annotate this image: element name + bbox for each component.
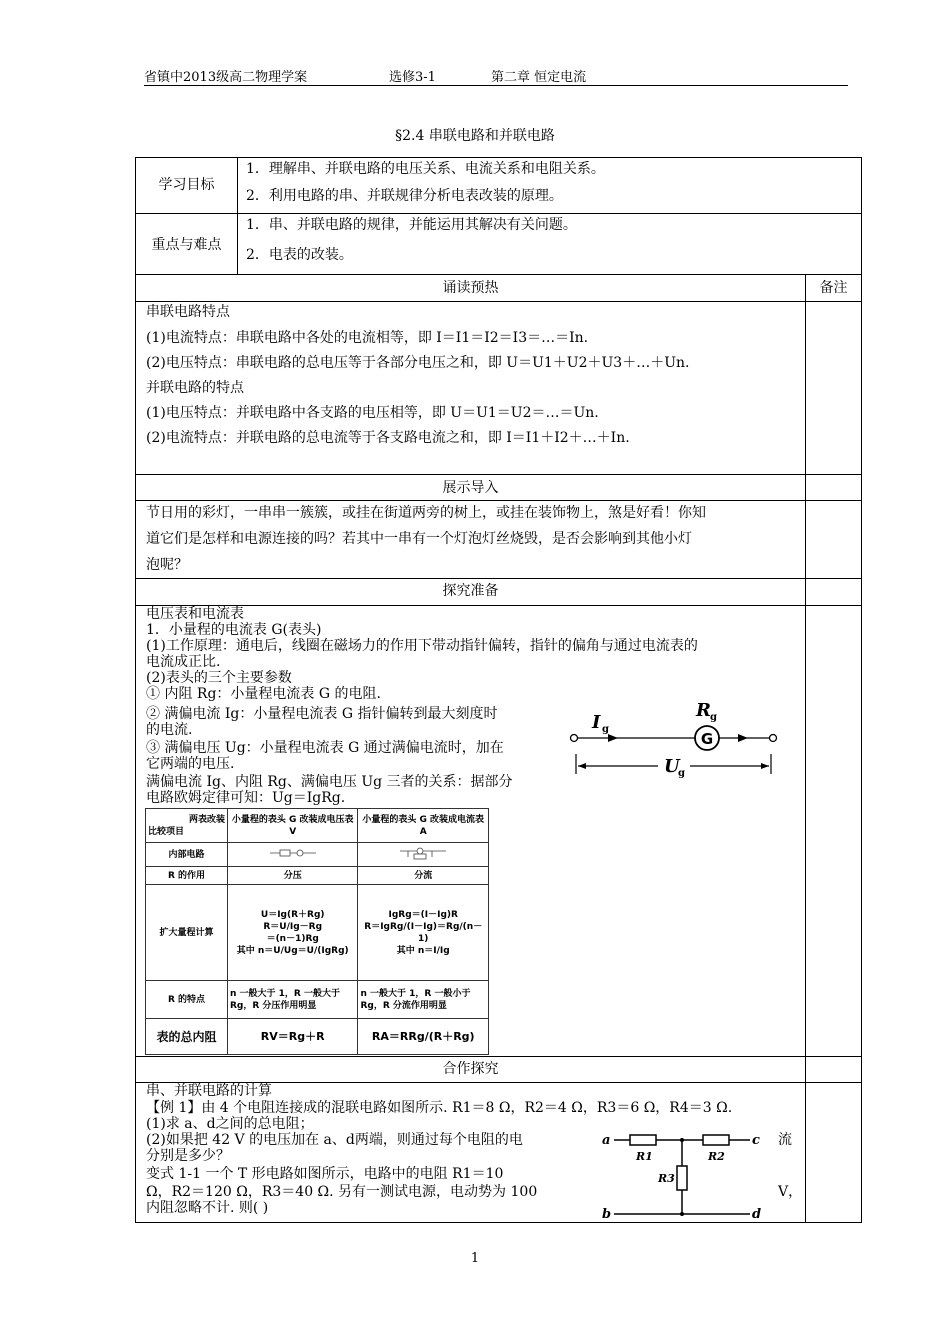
formula-line: U＝Ig(R＋Rg) (260, 909, 325, 920)
voltmeter-total-resistance: RV＝Rg＋R (227, 1019, 358, 1055)
intro-line-1: 节日用的彩灯，一串串一簇簇，或挂在街道两旁的树上，或挂在装饰物上，煞是好看！你知 (146, 505, 706, 521)
feature-line: Rg，R 分流作用明显 (360, 1000, 447, 1011)
page-number: 1 (470, 1251, 480, 1266)
header-chapter: 第二章 恒定电流 (491, 70, 587, 85)
notes-column-title: 备注 (819, 280, 848, 296)
ammeter-total-resistance: RA＝RRg/(R＋Rg) (358, 1019, 489, 1055)
variant-1-end: 内阻忽略不计. 则( ) (146, 1200, 269, 1216)
row-label: 扩大量程计算 (146, 885, 228, 981)
ig-label: I (592, 712, 601, 733)
node-a: a (602, 1133, 611, 1148)
variant-1: 变式 1-1 一个 T 形电路如图所示，电路中的电阻 R1＝10 (146, 1166, 504, 1182)
rg-label: R (696, 700, 711, 721)
ig-sub: g (602, 724, 609, 735)
resistor-r2-label: R2 (708, 1150, 725, 1163)
rg-sub: g (710, 712, 717, 723)
formula-line: 其中 n＝I/Ig (396, 945, 450, 956)
section-preview-title: 诵读预热 (442, 280, 499, 296)
series-heading: 串联电路特点 (146, 304, 230, 320)
meter-conversion-table (145, 808, 489, 1055)
wrap-tail-2: V， (778, 1184, 803, 1200)
galvanometer-diagram (568, 698, 780, 780)
ug-label: U (664, 756, 680, 777)
variant-1-cont: Ω，R2＝120 Ω，R3＝40 Ω. 另有一测试电源，电动势为 100 (146, 1184, 538, 1200)
key-item-1: 1．串、并联电路的规律，并能运用其解决有关问题。 (246, 217, 577, 233)
goals-label: 学习目标 (158, 177, 215, 193)
prep-line: 1．小量程的电流表 G(表头) (146, 622, 322, 638)
prep-line: ② 满偏电流 Ig：小量程电流表 G 指针偏转到最大刻度时 (146, 706, 498, 722)
prep-line: (1)工作原理：通电后，线圈在磁场力的作用下带动指针偏转，指针的偏角与通过电流表的 (146, 638, 698, 654)
ammeter-circuit-icon (398, 846, 448, 860)
mixed-circuit-diagram (600, 1128, 768, 1220)
header-course: 选修3-1 (389, 70, 436, 85)
prep-line: ③ 满偏电压 Ug：小量程电流表 G 通过满偏电流时，加在 (146, 740, 504, 756)
prep-line: ① 内阻 Rg：小量程电流表 G 的电阻. (146, 686, 381, 702)
goal-item-1: 1．理解串、并联电路的电压关系、电流关系和电阻关系。 (246, 161, 605, 177)
series-voltage: (2)电压特点：串联电路的总电压等于各部分电压之和，即 U＝U1＋U2＋U3＋…＋Un. (146, 355, 690, 371)
explore-heading: 串、并联电路的计算 (146, 1083, 272, 1099)
formula-line: ＝(n－1)Rg (266, 933, 319, 944)
parallel-voltage: (1)电压特点：并联电路中各支路的电压相等，即 U＝U1＝U2＝…＝Un. (146, 405, 599, 421)
intro-line-2: 道它们是怎样和电源连接的吗？若其中一串有一个灯泡灯丝烧毁，是否会影响到其他小灯 (146, 531, 692, 547)
prep-line: 它两端的电压. (146, 756, 235, 772)
table-corner-top: 两表改装 (188, 814, 225, 825)
intro-line-3: 泡呢？ (146, 557, 188, 573)
row-label: R 的特点 (146, 981, 228, 1019)
example-1: 【例 1】由 4 个电阻连接成的混联电路如图所示. R1＝8 Ω，R2＝4 Ω，R3＝6 Ω，R4＝3 Ω. (146, 1100, 733, 1116)
table-header-ammeter: 小量程的表头 G 改装成电流表 A (358, 809, 489, 843)
row-label: R 的作用 (146, 867, 228, 885)
resistor-r1-label: R1 (636, 1150, 653, 1163)
page-header (144, 66, 848, 86)
page-title: §2.4 串联电路和并联电路 (395, 128, 555, 144)
row-label: 表的总内阻 (146, 1019, 228, 1055)
node-d: d (752, 1207, 762, 1220)
section-prep-title: 探究准备 (442, 583, 499, 599)
example-q2: (2)如果把 42 V 的电压加在 a、d两端，则通过每个电阻的电 (146, 1132, 523, 1148)
section-intro-title: 展示导入 (442, 480, 499, 496)
series-current: (1)电流特点：串联电路中各处的电流相等，即 I＝I1＝I2＝I3＝…＝In. (146, 330, 589, 346)
meter-g-label: G (700, 730, 714, 748)
voltmeter-r-role: 分压 (227, 867, 358, 885)
feature-line: n 一般大于 1，R 一般大于 (229, 988, 340, 999)
example-q2-cont: 分别是多少？ (146, 1148, 230, 1164)
voltmeter-circuit-icon (268, 847, 318, 859)
node-b: b (602, 1207, 612, 1220)
prep-line: 电路欧姆定律可知：Ug＝IgRg. (146, 790, 346, 806)
table-corner-bottom: 比较项目 (148, 826, 185, 837)
parallel-current: (2)电流特点：并联电路的总电流等于各支路电流之和，即 I＝I1＋I2＋…＋In. (146, 430, 630, 446)
resistor-r3-label: R3 (658, 1172, 675, 1185)
formula-line: R＝U/Ig－Rg (263, 921, 323, 932)
formula-line: IgRg＝(I－Ig)R (388, 909, 458, 920)
prep-line: 满偏电流 Ig、内阻 Rg、满偏电压 Ug 三者的关系：据部分 (146, 774, 513, 790)
wrap-tail-1: 流 (778, 1132, 792, 1148)
prep-line: (2)表头的三个主要参数 (146, 670, 292, 686)
formula-line: 其中 n＝U/Ug＝U/(IgRg) (236, 945, 349, 956)
feature-line: n 一般大于 1，R 一般小于 (360, 988, 471, 999)
keys-label: 重点与难点 (151, 237, 222, 253)
feature-line: Rg，R 分压作用明显 (229, 1000, 317, 1011)
node-c: c (752, 1133, 760, 1148)
ammeter-r-role: 分流 (358, 867, 489, 885)
goal-item-2: 2．利用电路的串、并联规律分析电表改装的原理。 (246, 188, 563, 204)
row-label: 内部电路 (146, 843, 228, 867)
parallel-heading: 并联电路的特点 (146, 380, 244, 396)
key-item-2: 2．电表的改装。 (246, 247, 353, 263)
section-explore-title: 合作探究 (442, 1061, 499, 1077)
header-school: 省镇中2013级高二物理学案 (144, 70, 308, 85)
example-q1: (1)求 a、d之间的总电阻； (146, 1116, 314, 1132)
ug-sub: g (678, 768, 685, 779)
prep-heading: 电压表和电流表 (146, 606, 244, 622)
prep-line: 的电流. (146, 722, 193, 738)
table-header-voltmeter: 小量程的表头 G 改装成电压表 V (227, 809, 358, 843)
formula-line: R＝IgRg/(I－Ig)＝Rg/(n－1) (364, 921, 483, 944)
prep-line: 电流成正比. (146, 654, 221, 670)
